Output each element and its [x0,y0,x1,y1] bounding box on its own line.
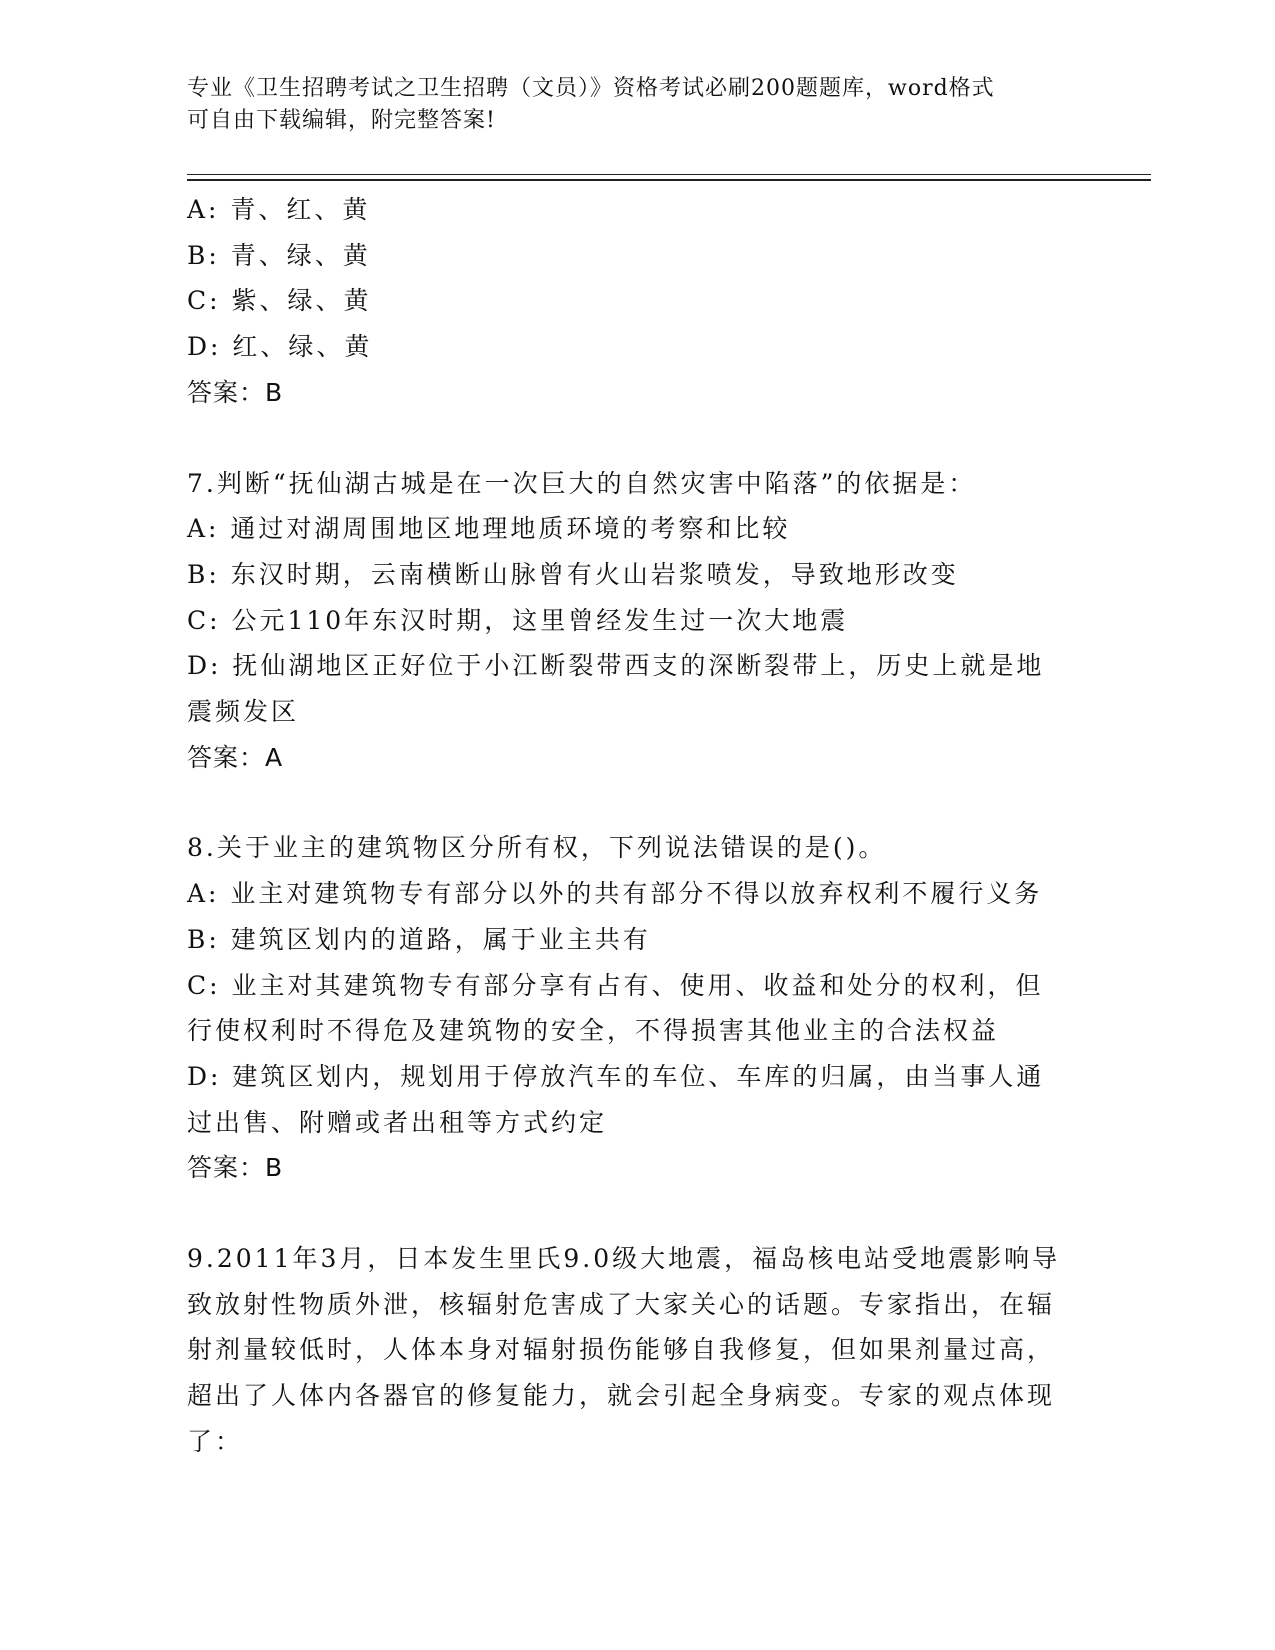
question-7-option-a: A: 通过对湖周围地区地理地质环境的考察和比较 [187,514,791,544]
header-line-2: 可自由下载编辑，附完整答案! [187,108,496,133]
question-8-answer: 答案：B [187,1153,284,1183]
question-7-option-c: C: 公元110年东汉时期，这里曾经发生过一次大地震 [187,605,849,635]
question-8-option-d: D: 建筑区划内，规划用于停放汽车的车位、车库的归属，由当事人通过出售、附赠或者出租等方式约定 [187,1061,1045,1137]
question-8-block [187,825,1067,1191]
document-body [187,187,1067,1465]
question-6-answer: 答案：B [187,377,284,407]
question-8-text: 8.关于业主的建筑物区分所有权，下列说法错误的是()。 [187,833,887,863]
question-8-option-a: A: 业主对建筑物专有部分以外的共有部分不得以放弃权利不履行义务 [187,879,1043,909]
document-header [187,73,1067,137]
question-7-option-b: B: 东汉时期，云南横断山脉曾有火山岩浆喷发，导致地形改变 [187,559,959,589]
header-line-1: 专业《卫生招聘考试之卫生招聘（文员）》资格考试必刷200题题库，word格式 [187,76,995,101]
question-7-option-d: D: 抚仙湖地区正好位于小江断裂带西支的深断裂带上，历史上就是地震频发区 [187,651,1045,727]
question-8-option-c: C: 业主对其建筑物专有部分享有占有、使用、收益和处分的权利，但行使权利时不得危及建筑物的安全，不得损害其他业主的合法权益 [187,970,1044,1046]
header-divider-thick [187,179,1151,181]
question-6-option-d: D: 红、绿、黄 [187,332,373,362]
question-6-option-b: B: 青、绿、黄 [187,240,371,270]
question-8-option-b: B: 建筑区划内的道路，属于业主共有 [187,924,651,954]
question-6-block [187,187,1067,416]
question-7-answer: 答案：A [187,742,284,772]
question-9-text: 9.2011年3月，日本发生里氏9.0级大地震，福岛核电站受地震影响导致放射性物质外泄，核辐射危害成了大家关心的话题。专家指出，在辐射剂量较低时，人体本身对辐射损伤能够自我修复，但如果剂量过高，超出了人体内各器官的修复能力，就会引起全身病变。专家的观点体现了： [187,1244,1061,1456]
header-divider-thin [187,174,1151,175]
question-9-block [187,1236,1067,1465]
question-7-text: 7.判断“抚仙湖古城是在一次巨大的自然灾害中陷落”的依据是： [187,468,977,498]
question-6-option-a: A: 青、红、黄 [187,195,371,224]
question-7-block [187,461,1067,781]
question-6-option-c: C: 紫、绿、黄 [187,286,372,316]
